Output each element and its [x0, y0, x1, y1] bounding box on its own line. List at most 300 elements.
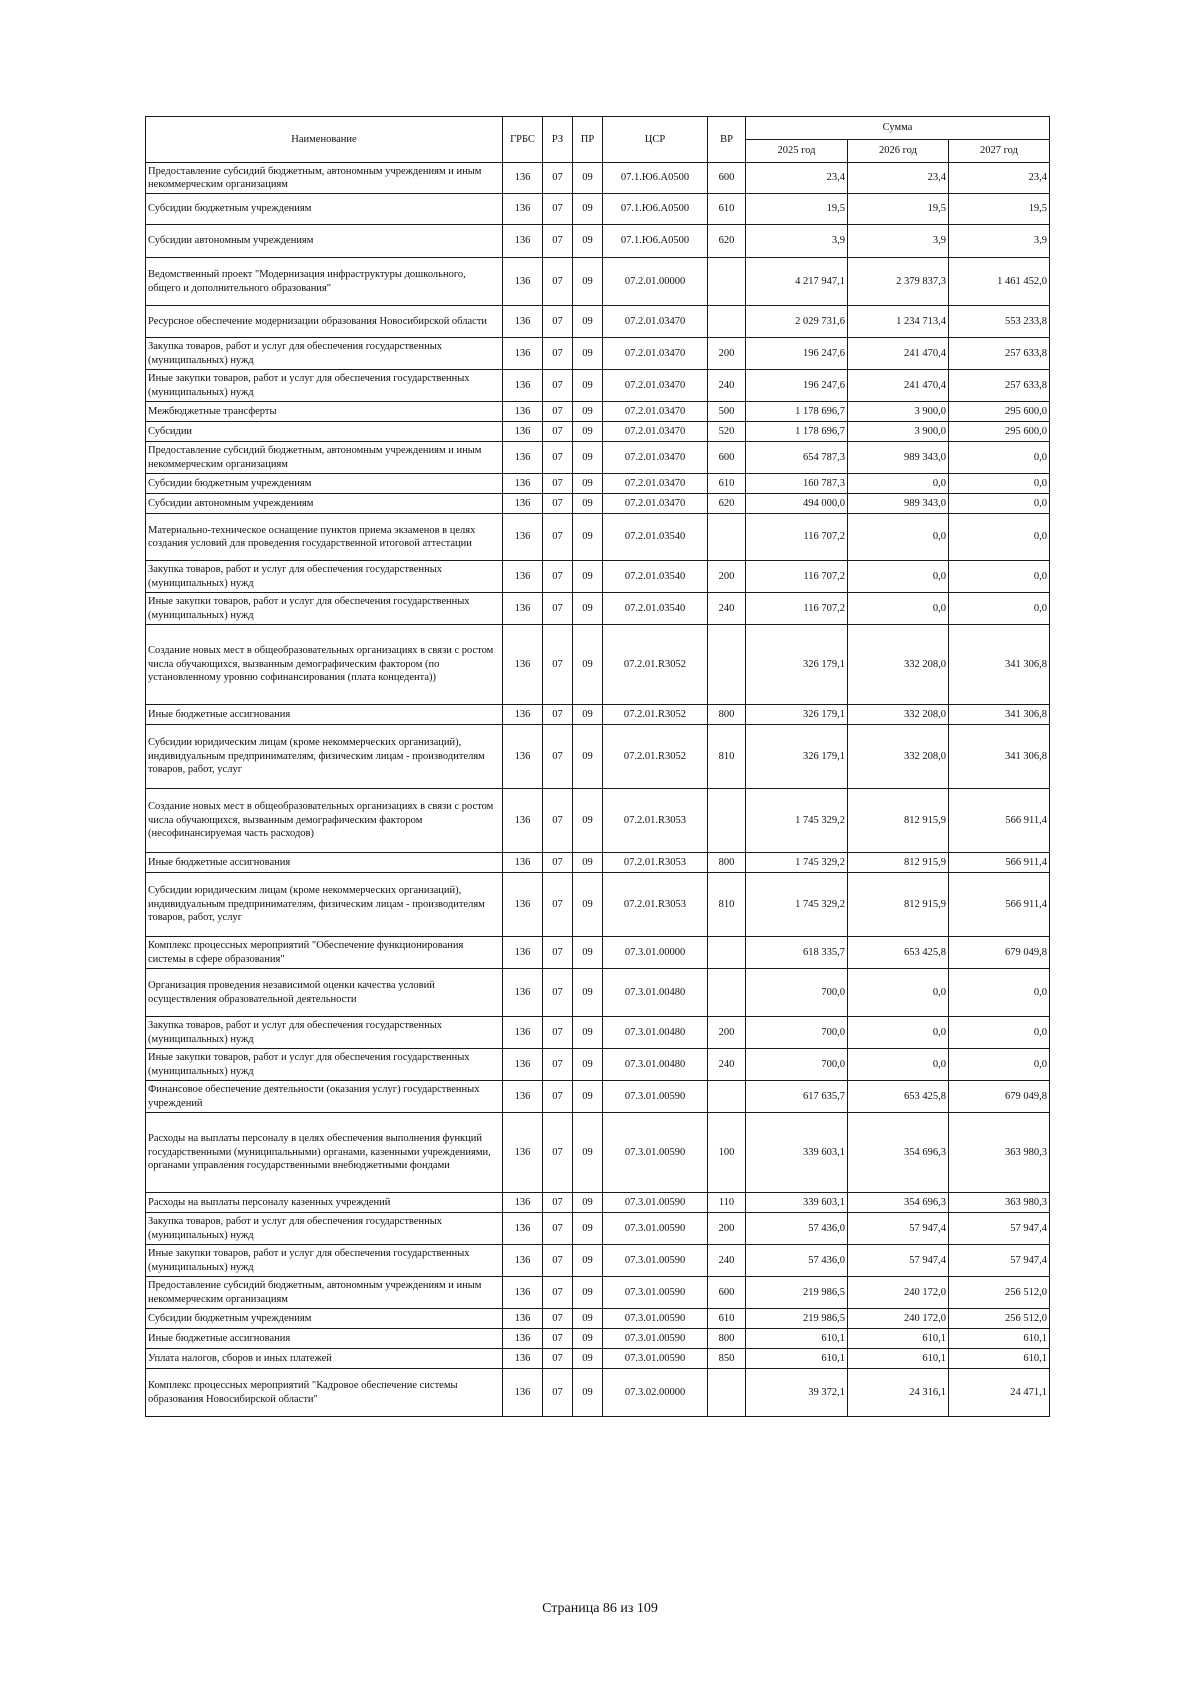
cell-pr: 09	[573, 937, 603, 969]
cell-grbs: 136	[503, 1369, 543, 1417]
table-row	[146, 969, 1050, 1017]
cell-2025: 326 179,1	[746, 705, 848, 725]
cell-2026: 0,0	[848, 593, 949, 625]
cell-2025: 610,1	[746, 1349, 848, 1369]
cell-csr: 07.3.01.00590	[603, 1277, 708, 1309]
cell-name: Расходы на выплаты персоналу казенных учреждений	[146, 1193, 503, 1213]
cell-pr: 09	[573, 725, 603, 789]
cell-name: Субсидии юридическим лицам (кроме некоммерческих организаций), индивидуальным предпринимателям, физическим лицам - производителям товаров, работ, услуг	[146, 725, 503, 789]
cell-pr: 09	[573, 338, 603, 370]
cell-pr: 09	[573, 422, 603, 442]
cell-rz: 07	[543, 1113, 573, 1193]
cell-2026: 0,0	[848, 474, 949, 494]
cell-rz: 07	[543, 1309, 573, 1329]
cell-csr: 07.2.01.03470	[603, 442, 708, 474]
table-row	[146, 258, 1050, 306]
cell-name: Иные бюджетные ассигнования	[146, 705, 503, 725]
cell-2026: 989 343,0	[848, 494, 949, 514]
header-year-2026: 2026 год	[848, 140, 949, 163]
table-row	[146, 306, 1050, 338]
cell-csr: 07.2.01.R3053	[603, 789, 708, 853]
cell-rz: 07	[543, 402, 573, 422]
cell-csr: 07.3.01.00590	[603, 1245, 708, 1277]
cell-2026: 653 425,8	[848, 937, 949, 969]
table-row	[146, 1049, 1050, 1081]
cell-rz: 07	[543, 422, 573, 442]
cell-grbs: 136	[503, 338, 543, 370]
table-row	[146, 225, 1050, 258]
cell-csr: 07.2.01.R3053	[603, 853, 708, 873]
cell-csr: 07.3.01.00480	[603, 969, 708, 1017]
table-row	[146, 625, 1050, 705]
table-row	[146, 789, 1050, 853]
cell-grbs: 136	[503, 1309, 543, 1329]
table-row	[146, 338, 1050, 370]
table-row	[146, 937, 1050, 969]
cell-vr: 620	[708, 494, 746, 514]
cell-2025: 339 603,1	[746, 1193, 848, 1213]
cell-vr: 200	[708, 561, 746, 593]
cell-2027: 0,0	[949, 1049, 1050, 1081]
cell-vr	[708, 937, 746, 969]
header-pr: ПР	[573, 117, 603, 163]
table-row	[146, 1017, 1050, 1049]
cell-vr: 800	[708, 853, 746, 873]
cell-rz: 07	[543, 225, 573, 258]
cell-grbs: 136	[503, 1017, 543, 1049]
cell-grbs: 136	[503, 873, 543, 937]
cell-2027: 1 461 452,0	[949, 258, 1050, 306]
cell-csr: 07.2.01.00000	[603, 258, 708, 306]
cell-rz: 07	[543, 873, 573, 937]
cell-csr: 07.2.01.R3052	[603, 625, 708, 705]
cell-rz: 07	[543, 1081, 573, 1113]
cell-pr: 09	[573, 1309, 603, 1329]
cell-2026: 57 947,4	[848, 1245, 949, 1277]
table-body	[146, 163, 1050, 1417]
cell-name: Уплата налогов, сборов и иных платежей	[146, 1349, 503, 1369]
cell-2027: 295 600,0	[949, 422, 1050, 442]
cell-rz: 07	[543, 705, 573, 725]
cell-grbs: 136	[503, 1277, 543, 1309]
cell-2025: 617 635,7	[746, 1081, 848, 1113]
cell-grbs: 136	[503, 625, 543, 705]
cell-pr: 09	[573, 873, 603, 937]
cell-2026: 0,0	[848, 969, 949, 1017]
table-row	[146, 1369, 1050, 1417]
table-row	[146, 1081, 1050, 1113]
cell-csr: 07.3.01.00590	[603, 1309, 708, 1329]
table-row	[146, 1309, 1050, 1329]
cell-pr: 09	[573, 853, 603, 873]
cell-grbs: 136	[503, 937, 543, 969]
cell-pr: 09	[573, 402, 603, 422]
cell-name: Ведомственный проект "Модернизация инфраструктуры дошкольного, общего и дополнительного образования"	[146, 258, 503, 306]
cell-rz: 07	[543, 1245, 573, 1277]
cell-vr: 520	[708, 422, 746, 442]
cell-grbs: 136	[503, 258, 543, 306]
cell-pr: 09	[573, 1369, 603, 1417]
cell-2025: 1 745 329,2	[746, 789, 848, 853]
cell-vr: 240	[708, 370, 746, 402]
cell-name: Иные бюджетные ассигнования	[146, 853, 503, 873]
cell-2027: 256 512,0	[949, 1277, 1050, 1309]
cell-vr: 800	[708, 1329, 746, 1349]
cell-2025: 4 217 947,1	[746, 258, 848, 306]
cell-pr: 09	[573, 474, 603, 494]
table-row	[146, 1213, 1050, 1245]
cell-rz: 07	[543, 194, 573, 225]
cell-pr: 09	[573, 258, 603, 306]
table-row	[146, 1113, 1050, 1193]
cell-2027: 257 633,8	[949, 338, 1050, 370]
cell-grbs: 136	[503, 1245, 543, 1277]
cell-rz: 07	[543, 937, 573, 969]
cell-grbs: 136	[503, 853, 543, 873]
cell-2025: 219 986,5	[746, 1309, 848, 1329]
table-row	[146, 474, 1050, 494]
cell-name: Субсидии бюджетным учреждениям	[146, 194, 503, 225]
cell-pr: 09	[573, 1245, 603, 1277]
cell-2025: 1 178 696,7	[746, 402, 848, 422]
cell-pr: 09	[573, 442, 603, 474]
cell-2025: 23,4	[746, 163, 848, 194]
cell-2025: 219 986,5	[746, 1277, 848, 1309]
cell-csr: 07.2.01.03540	[603, 593, 708, 625]
cell-grbs: 136	[503, 705, 543, 725]
table-row	[146, 853, 1050, 873]
cell-name: Комплекс процессных мероприятий "Кадровое обеспечение системы образования Новосибирской области"	[146, 1369, 503, 1417]
cell-vr: 200	[708, 1213, 746, 1245]
header-sum: Сумма	[746, 117, 1050, 140]
table-row	[146, 163, 1050, 194]
cell-rz: 07	[543, 625, 573, 705]
cell-2025: 610,1	[746, 1329, 848, 1349]
cell-2027: 256 512,0	[949, 1309, 1050, 1329]
cell-rz: 07	[543, 1049, 573, 1081]
cell-name: Субсидии юридическим лицам (кроме некоммерческих организаций), индивидуальным предпринимателям, физическим лицам - производителям товаров, работ, услуг	[146, 873, 503, 937]
cell-csr: 07.3.02.00000	[603, 1369, 708, 1417]
cell-pr: 09	[573, 225, 603, 258]
cell-2026: 241 470,4	[848, 338, 949, 370]
cell-name: Субсидии автономным учреждениям	[146, 225, 503, 258]
cell-2027: 363 980,3	[949, 1113, 1050, 1193]
cell-2026: 332 208,0	[848, 725, 949, 789]
cell-grbs: 136	[503, 1329, 543, 1349]
table-row	[146, 402, 1050, 422]
cell-2027: 363 980,3	[949, 1193, 1050, 1213]
cell-rz: 07	[543, 306, 573, 338]
cell-vr: 240	[708, 1245, 746, 1277]
cell-name: Субсидии	[146, 422, 503, 442]
cell-name: Предоставление субсидий бюджетным, автономным учреждениям и иным некоммерческим организациям	[146, 1277, 503, 1309]
cell-csr: 07.1.Ю6.А0500	[603, 225, 708, 258]
cell-2027: 19,5	[949, 194, 1050, 225]
cell-csr: 07.2.01.03540	[603, 514, 708, 561]
cell-vr	[708, 306, 746, 338]
cell-pr: 09	[573, 1017, 603, 1049]
cell-2025: 326 179,1	[746, 625, 848, 705]
cell-vr: 810	[708, 873, 746, 937]
cell-csr: 07.3.01.00480	[603, 1017, 708, 1049]
cell-rz: 07	[543, 1017, 573, 1049]
cell-2026: 24 316,1	[848, 1369, 949, 1417]
cell-2026: 240 172,0	[848, 1309, 949, 1329]
cell-pr: 09	[573, 306, 603, 338]
cell-2026: 812 915,9	[848, 789, 949, 853]
cell-rz: 07	[543, 1369, 573, 1417]
cell-vr	[708, 258, 746, 306]
cell-2025: 1 178 696,7	[746, 422, 848, 442]
cell-csr: 07.1.Ю6.А0500	[603, 163, 708, 194]
cell-2025: 57 436,0	[746, 1245, 848, 1277]
table-row	[146, 422, 1050, 442]
cell-vr: 500	[708, 402, 746, 422]
cell-2025: 700,0	[746, 1049, 848, 1081]
cell-grbs: 136	[503, 593, 543, 625]
cell-csr: 07.2.01.R3052	[603, 725, 708, 789]
cell-2026: 0,0	[848, 514, 949, 561]
cell-grbs: 136	[503, 1349, 543, 1369]
cell-2025: 700,0	[746, 969, 848, 1017]
table-row	[146, 873, 1050, 937]
cell-2025: 116 707,2	[746, 514, 848, 561]
cell-pr: 09	[573, 561, 603, 593]
cell-2026: 3 900,0	[848, 402, 949, 422]
table-row	[146, 1277, 1050, 1309]
cell-2026: 0,0	[848, 561, 949, 593]
cell-csr: 07.3.01.00590	[603, 1329, 708, 1349]
cell-name: Иные закупки товаров, работ и услуг для обеспечения государственных (муниципальных) нужд	[146, 370, 503, 402]
cell-grbs: 136	[503, 194, 543, 225]
cell-rz: 07	[543, 442, 573, 474]
table-header	[146, 117, 1050, 163]
cell-name: Предоставление субсидий бюджетным, автономным учреждениям и иным некоммерческим организациям	[146, 163, 503, 194]
cell-csr: 07.2.01.03470	[603, 306, 708, 338]
cell-rz: 07	[543, 1349, 573, 1369]
cell-vr: 810	[708, 725, 746, 789]
header-year-2027: 2027 год	[949, 140, 1050, 163]
cell-vr: 240	[708, 593, 746, 625]
table-row	[146, 194, 1050, 225]
cell-grbs: 136	[503, 969, 543, 1017]
cell-csr: 07.2.01.03470	[603, 422, 708, 442]
cell-pr: 09	[573, 1349, 603, 1369]
cell-csr: 07.3.01.00590	[603, 1113, 708, 1193]
cell-grbs: 136	[503, 422, 543, 442]
cell-vr: 110	[708, 1193, 746, 1213]
table-row	[146, 725, 1050, 789]
cell-pr: 09	[573, 1113, 603, 1193]
table-row	[146, 494, 1050, 514]
cell-vr: 800	[708, 705, 746, 725]
cell-name: Межбюджетные трансферты	[146, 402, 503, 422]
cell-pr: 09	[573, 625, 603, 705]
cell-rz: 07	[543, 370, 573, 402]
cell-name: Иные закупки товаров, работ и услуг для обеспечения государственных (муниципальных) нужд	[146, 593, 503, 625]
table-row	[146, 442, 1050, 474]
cell-pr: 09	[573, 789, 603, 853]
cell-name: Иные закупки товаров, работ и услуг для обеспечения государственных (муниципальных) нужд	[146, 1049, 503, 1081]
cell-2027: 566 911,4	[949, 789, 1050, 853]
cell-2026: 332 208,0	[848, 625, 949, 705]
cell-2026: 0,0	[848, 1017, 949, 1049]
cell-name: Организация проведения независимой оценки качества условий осуществления образовательной деятельности	[146, 969, 503, 1017]
cell-grbs: 136	[503, 474, 543, 494]
cell-vr	[708, 625, 746, 705]
cell-csr: 07.3.01.00590	[603, 1213, 708, 1245]
cell-2026: 19,5	[848, 194, 949, 225]
cell-2025: 339 603,1	[746, 1113, 848, 1193]
page-number: Страница 86 из 109	[542, 1601, 658, 1616]
cell-rz: 07	[543, 1213, 573, 1245]
cell-2027: 0,0	[949, 561, 1050, 593]
cell-vr	[708, 1369, 746, 1417]
header-grbs: ГРБС	[503, 117, 543, 163]
table-row	[146, 1193, 1050, 1213]
cell-csr: 07.2.01.03470	[603, 402, 708, 422]
cell-name: Иные бюджетные ассигнования	[146, 1329, 503, 1349]
cell-2025: 39 372,1	[746, 1369, 848, 1417]
cell-rz: 07	[543, 163, 573, 194]
cell-grbs: 136	[503, 225, 543, 258]
cell-2026: 812 915,9	[848, 873, 949, 937]
cell-name: Создание новых мест в общеобразовательных организациях в связи с ростом числа обучающихся, вызванным демографическим фактором (несофинансируемая часть расходов)	[146, 789, 503, 853]
cell-2026: 354 696,3	[848, 1193, 949, 1213]
header-year-2025: 2025 год	[746, 140, 848, 163]
cell-2027: 57 947,4	[949, 1245, 1050, 1277]
cell-pr: 09	[573, 1049, 603, 1081]
cell-vr: 850	[708, 1349, 746, 1369]
cell-name: Закупка товаров, работ и услуг для обеспечения государственных (муниципальных) нужд	[146, 1017, 503, 1049]
table-row	[146, 561, 1050, 593]
cell-grbs: 136	[503, 789, 543, 853]
cell-2026: 989 343,0	[848, 442, 949, 474]
cell-rz: 07	[543, 561, 573, 593]
cell-2027: 341 306,8	[949, 725, 1050, 789]
cell-pr: 09	[573, 370, 603, 402]
cell-pr: 09	[573, 163, 603, 194]
cell-name: Материально-техническое оснащение пунктов приема экзаменов в целях создания условий для проведения государственной итоговой аттестации	[146, 514, 503, 561]
cell-grbs: 136	[503, 402, 543, 422]
cell-2027: 295 600,0	[949, 402, 1050, 422]
cell-name: Ресурсное обеспечение модернизации образования Новосибирской области	[146, 306, 503, 338]
cell-grbs: 136	[503, 1213, 543, 1245]
cell-2026: 610,1	[848, 1349, 949, 1369]
cell-name: Закупка товаров, работ и услуг для обеспечения государственных (муниципальных) нужд	[146, 561, 503, 593]
cell-2025: 116 707,2	[746, 561, 848, 593]
cell-2027: 610,1	[949, 1329, 1050, 1349]
cell-name: Предоставление субсидий бюджетным, автономным учреждениям и иным некоммерческим организациям	[146, 442, 503, 474]
cell-pr: 09	[573, 514, 603, 561]
cell-rz: 07	[543, 494, 573, 514]
cell-2027: 3,9	[949, 225, 1050, 258]
cell-grbs: 136	[503, 725, 543, 789]
cell-2026: 354 696,3	[848, 1113, 949, 1193]
cell-grbs: 136	[503, 370, 543, 402]
cell-2025: 494 000,0	[746, 494, 848, 514]
cell-2027: 0,0	[949, 593, 1050, 625]
cell-pr: 09	[573, 705, 603, 725]
cell-2025: 1 745 329,2	[746, 853, 848, 873]
cell-2025: 700,0	[746, 1017, 848, 1049]
cell-vr	[708, 514, 746, 561]
cell-grbs: 136	[503, 1113, 543, 1193]
cell-vr	[708, 1081, 746, 1113]
cell-pr: 09	[573, 494, 603, 514]
cell-2025: 654 787,3	[746, 442, 848, 474]
cell-csr: 07.3.01.00000	[603, 937, 708, 969]
table-row	[146, 1245, 1050, 1277]
cell-2026: 23,4	[848, 163, 949, 194]
cell-2027: 341 306,8	[949, 705, 1050, 725]
cell-vr: 610	[708, 474, 746, 494]
cell-2025: 116 707,2	[746, 593, 848, 625]
table-row	[146, 370, 1050, 402]
cell-csr: 07.2.01.03470	[603, 474, 708, 494]
cell-rz: 07	[543, 1193, 573, 1213]
cell-2027: 23,4	[949, 163, 1050, 194]
cell-2026: 240 172,0	[848, 1277, 949, 1309]
header-name: Наименование	[146, 117, 503, 163]
table-row	[146, 1329, 1050, 1349]
cell-rz: 07	[543, 514, 573, 561]
cell-vr: 200	[708, 1017, 746, 1049]
cell-csr: 07.3.01.00590	[603, 1349, 708, 1369]
cell-pr: 09	[573, 1193, 603, 1213]
cell-2027: 0,0	[949, 494, 1050, 514]
header-csr: ЦСР	[603, 117, 708, 163]
cell-2025: 196 247,6	[746, 338, 848, 370]
cell-2026: 610,1	[848, 1329, 949, 1349]
cell-csr: 07.2.01.03470	[603, 494, 708, 514]
cell-vr: 600	[708, 1277, 746, 1309]
cell-grbs: 136	[503, 1193, 543, 1213]
cell-2027: 57 947,4	[949, 1213, 1050, 1245]
cell-2027: 679 049,8	[949, 937, 1050, 969]
cell-csr: 07.2.01.03470	[603, 370, 708, 402]
header-vr: ВР	[708, 117, 746, 163]
cell-name: Иные закупки товаров, работ и услуг для обеспечения государственных (муниципальных) нужд	[146, 1245, 503, 1277]
cell-name: Создание новых мест в общеобразовательных организациях в связи с ростом числа обучающихся, вызванным демографическим фактором (по установленному уровню софинансирования (плата концедента))	[146, 625, 503, 705]
cell-vr: 610	[708, 194, 746, 225]
cell-pr: 09	[573, 1329, 603, 1349]
cell-pr: 09	[573, 194, 603, 225]
cell-2027: 566 911,4	[949, 853, 1050, 873]
cell-vr: 600	[708, 163, 746, 194]
cell-2026: 0,0	[848, 1049, 949, 1081]
cell-rz: 07	[543, 1277, 573, 1309]
cell-rz: 07	[543, 593, 573, 625]
cell-2026: 57 947,4	[848, 1213, 949, 1245]
cell-pr: 09	[573, 969, 603, 1017]
cell-csr: 07.1.Ю6.А0500	[603, 194, 708, 225]
cell-2025: 19,5	[746, 194, 848, 225]
cell-2027: 0,0	[949, 514, 1050, 561]
cell-grbs: 136	[503, 1081, 543, 1113]
cell-2027: 566 911,4	[949, 873, 1050, 937]
cell-csr: 07.2.01.R3052	[603, 705, 708, 725]
cell-2026: 241 470,4	[848, 370, 949, 402]
cell-2025: 57 436,0	[746, 1213, 848, 1245]
cell-2026: 2 379 837,3	[848, 258, 949, 306]
cell-name: Субсидии бюджетным учреждениям	[146, 474, 503, 494]
cell-grbs: 136	[503, 163, 543, 194]
budget-table	[145, 116, 1050, 1417]
cell-csr: 07.2.01.03540	[603, 561, 708, 593]
cell-name: Закупка товаров, работ и услуг для обеспечения государственных (муниципальных) нужд	[146, 338, 503, 370]
cell-rz: 07	[543, 1329, 573, 1349]
